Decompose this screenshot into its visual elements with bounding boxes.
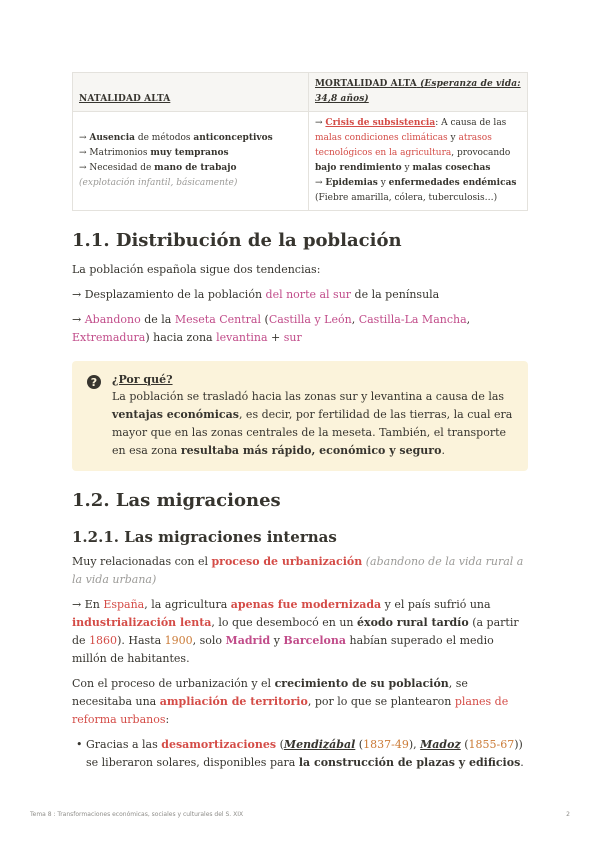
list-item: • Gracias a las desamortizaciones (Mendizábal (1837-49), Madoz (1855-67)) se liberaron solares, disponibles para la construcción de plazas y edificios. [76,738,524,769]
table-row [73,112,528,211]
table-header-cell-natalidad: NATALIDAD ALTA [73,73,309,112]
svg-text:?: ? [90,376,98,389]
section-heading-migraciones: 1.2. Las migraciones [72,490,281,511]
bullet-list [72,736,528,772]
table-header-cell-mortalidad: MORTALIDAD ALTA (Esperanza de vida: 34,8 años) [309,73,528,112]
callout-por-que [72,361,528,471]
natalidad-mortalidad-table [72,72,528,211]
section-heading-distribucion: 1.1. Distribución de la población [72,230,402,251]
paragraph: Con el proceso de urbanización y el crecimiento de su población, se necesitaba una ampliación de territorio, por lo que se plantearon planes de reforma urbanos: [72,677,509,726]
paragraph: → Desplazamiento de la población del norte al sur de la península [72,288,440,301]
table-cell-mortalidad: → Crisis de subsistencia: A causa de las malas condiciones climáticas y atrasos tecnológicos en la agricultura, provocando bajo rendimiento y malas cosechas → Epidemias y enfermedades endémicas (Fiebre amarilla, cólera, tuberculosis…) [309,112,528,211]
table-header-row [73,73,528,112]
subsection-heading-migraciones-internas: 1.2.1. Las migraciones internas [72,528,337,546]
table-cell-natalidad: → Ausencia de métodos anticonceptivos → Matrimonios muy tempranos → Necesidad de mano de trabajo (explotación infantil, básicamente) [73,112,309,211]
document-page [72,72,528,772]
paragraph: → En España, la agricultura apenas fue modernizada y el país sufrió una industrialización lenta, lo que desembocó en un éxodo rural tardío (a partir de 1860). Hasta 1900, solo Madrid y Barcelona habían superado el medio millón de habitantes. [72,598,519,665]
page-footer [30,811,570,818]
paragraph: La población española sigue dos tendencias: [72,263,321,276]
paragraph: → Abandono de la Meseta Central (Castilla y León, Castilla-La Mancha, Extremadura) hacia zona levantina + sur [72,313,471,344]
callout-text: La población se trasladó hacia las zonas sur y levantina a causa de las ventajas económicas, es decir, por fertilidad de las tierras, la cual era mayor que en las zonas centrales de la meseta. También, el transporte en esa zona resultaba más rápido, económico y seguro. [112,390,513,457]
question-circle-icon [86,374,102,390]
page-number: 2 [566,811,570,818]
footer-title: Tema 8 : Transformaciones económicas, sociales y culturales del S. XIX [30,811,244,818]
paragraph: Muy relacionadas con el proceso de urbanización (abandono de la vida rural a la vida urbana) [72,555,524,586]
callout-title: ¿Por qué? [112,373,173,386]
